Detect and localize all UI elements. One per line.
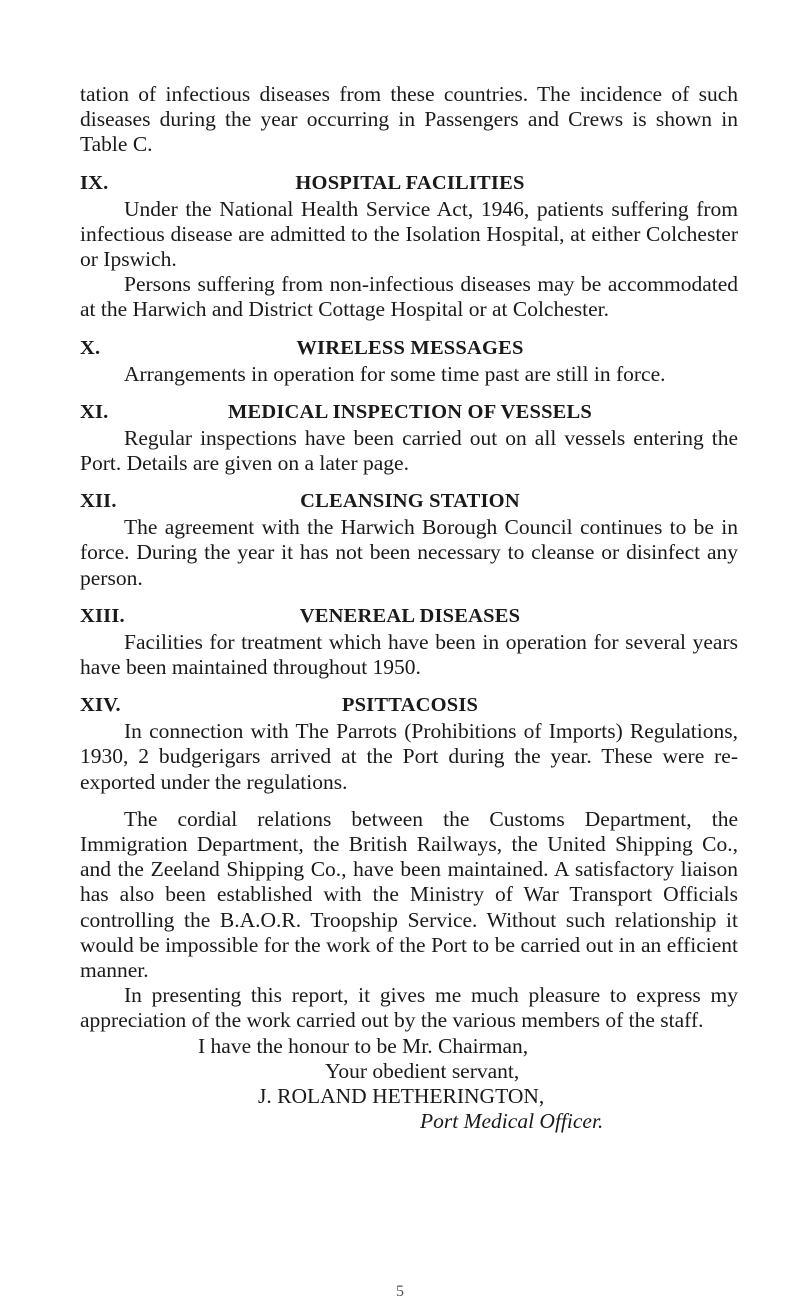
section-number: IX. (80, 171, 109, 194)
section-heading (80, 335, 738, 361)
section-venereal-diseases (80, 603, 738, 680)
signoff-line: I have the honour to be Mr. Chairman, (198, 1033, 529, 1058)
section-cleansing-station (80, 488, 738, 591)
paragraph: In connection with The Parrots (Prohibitions of Imports) Regulations, 1930, 2 budgerigars arrived at the Port during the year. These were re-exported under the regulations. (80, 719, 738, 794)
section-title: PSITTACOSIS (341, 694, 479, 717)
section-title: CLEANSING STATION (300, 490, 520, 513)
paragraph: Arrangements in operation for some time past are still in force. (124, 361, 666, 386)
section-number: XI. (80, 400, 109, 423)
section-heading (80, 170, 738, 196)
section-number: XIII. (80, 604, 125, 627)
paragraph: Regular inspections have been carried out on all vessels entering the Port. Details are given on a later page. (80, 425, 738, 476)
signatory-name: J. ROLAND HETHERINGTON, (258, 1084, 545, 1109)
section-heading (80, 488, 738, 514)
section-medical-inspection (80, 399, 738, 476)
section-hospital-facilities (80, 170, 738, 323)
section-heading (80, 603, 738, 629)
section-title: WIRELESS MESSAGES (296, 336, 524, 359)
section-wireless-messages (80, 335, 738, 387)
closing-section (80, 807, 738, 1034)
paragraph: The agreement with the Harwich Borough Council continues to be in force. During the year it has not been necessary to cleanse or disinfect any person. (80, 515, 738, 590)
section-title: HOSPITAL FACILITIES (295, 171, 525, 194)
section-heading (80, 399, 738, 425)
section-title: VENEREAL DISEASES (299, 604, 521, 627)
section-number: XII. (80, 490, 117, 513)
section-title: MEDICAL INSPECTION OF VESSELS (227, 400, 593, 423)
signatory-title: Port Medical Officer. (420, 1109, 604, 1134)
paragraph: Facilities for treatment which have been in operation for several years have been maintained throughout 1950. (80, 629, 738, 680)
paragraph: Persons suffering from non-infectious diseases may be accommodated at the Harwich and District Cottage Hospital or at Colchester. (80, 272, 738, 322)
signoff-line: Your obedient servant, (325, 1058, 520, 1083)
intro-paragraph: tation of infectious diseases from these countries. The incidence of such diseases during the year occurring in Passengers and Crews is shown in Table C. (80, 82, 738, 157)
paragraph: Under the National Health Service Act, 1946, patients suffering from infectious disease are admitted to the Isolation Hospital, at either Colchester or Ipswich. (80, 196, 738, 272)
page-number: 5 (396, 1283, 404, 1300)
signoff-block (80, 1034, 738, 1135)
closing-paragraph: The cordial relations between the Customs Department, the Immigration Department, the British Railways, the United Shipping Co., and the Zeeland Shipping Co., have been maintained. A satisfactory liaison has also been established with the Ministry of War Transport Officials controlling the B.A.O.R. Troopship Service. Without such relationship it would be impossible for the work of the Port to be carried out in an efficient manner. (80, 806, 738, 983)
closing-paragraph: In presenting this report, it gives me much pleasure to express my appreciation of the work carried out by the various members of the staff. (80, 983, 738, 1033)
section-number: XIV. (80, 694, 121, 717)
section-psittacosis (80, 692, 738, 795)
section-heading (80, 692, 738, 718)
section-number: X. (80, 336, 101, 359)
